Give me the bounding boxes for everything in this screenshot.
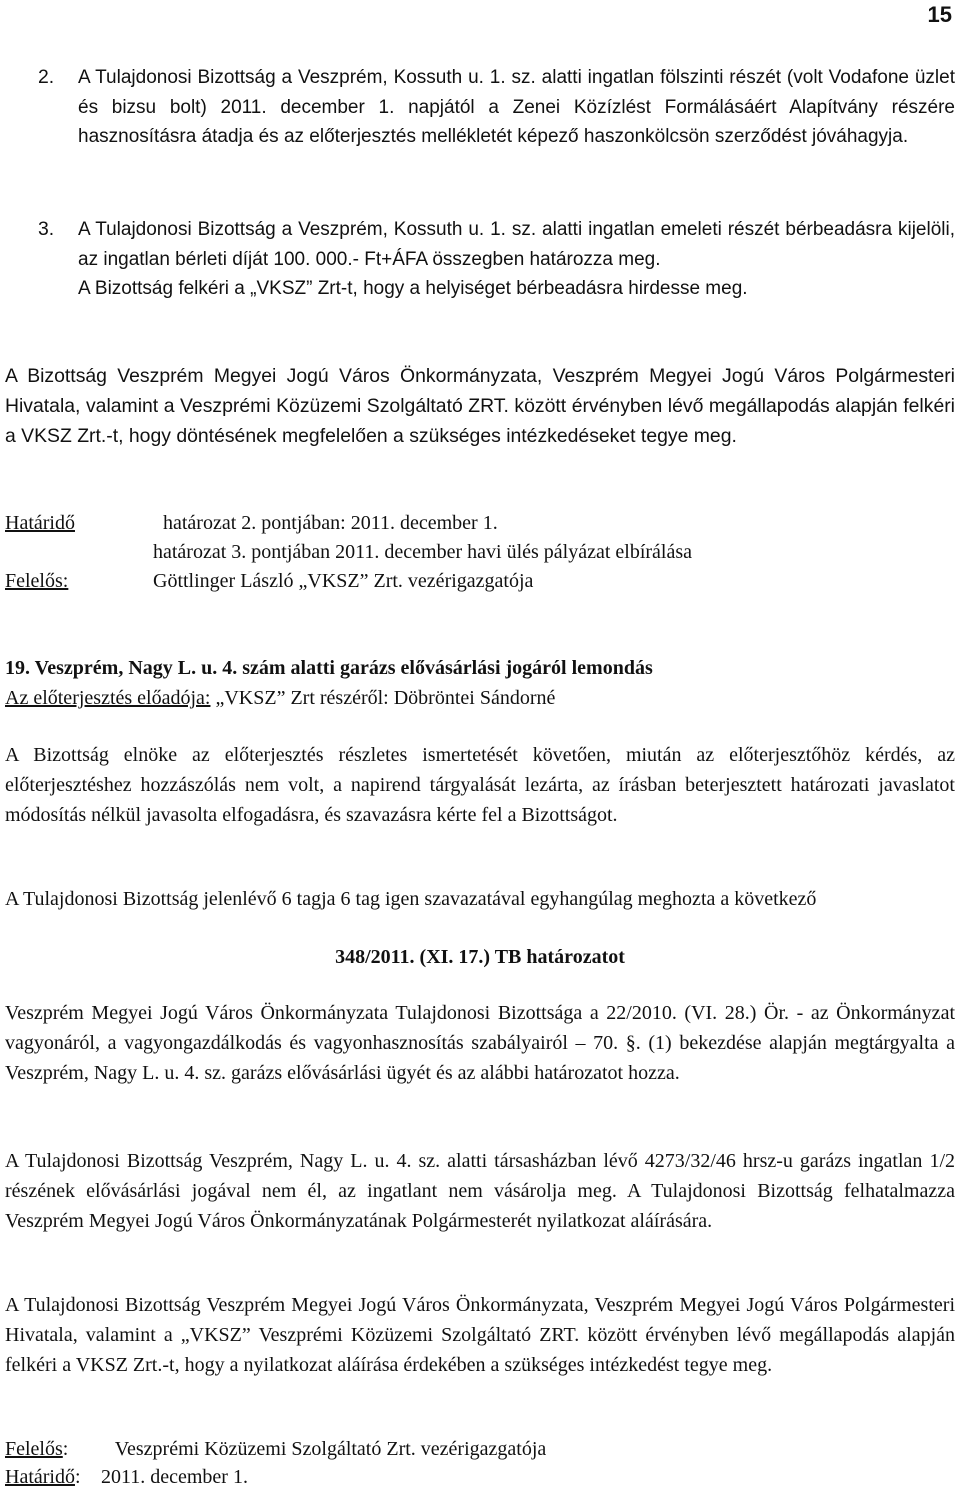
deadline-row-3 (5, 1462, 248, 1492)
deadline-row-2 (153, 537, 692, 567)
basis-paragraph: Veszprém Megyei Jogú Város Önkormányzata Tulajdonosi Bizottsága a 22/2010. (VI. 28.) Ör. - az Önkormányzat vagyonáról, a vagyongazdálkodás és vagyonhasznosítás szabályairól – 70. §. (1) bekezdése alapján megtárgyalta a Veszprém, Nagy L. u. 4. sz. garázs elővásárlási ügyét és az alábbi határozatot hozza. (5, 1002, 955, 1084)
responsible-colon: : (62, 1438, 69, 1460)
resolution-title: 348/2011. (XI. 17.) TB határozatot (335, 946, 625, 968)
list-item-text: A Tulajdonosi Bizottság a Veszprém, Kossuth u. 1. sz. alatti ingatlan fölszinti részét (volt Vodafone üzlet és bizsu bolt) 2011. december 1. napjától a Zenei Közízlést Formálásáért Alapítvány részére hasznosításra átadja és az előterjesztés mellékletét képező haszonkölcsön szerződést jóváhagyja. (78, 67, 955, 147)
responsible-label: Felelős: (5, 570, 69, 592)
deadline-row-1 (5, 508, 498, 538)
deadline-label: Határidő (5, 512, 75, 534)
responsible-row-2 (5, 1434, 546, 1464)
decision-paragraph: A Tulajdonosi Bizottság Veszprém, Nagy L. u. 4. sz. alatti társasházban lévő 4273/32/46 hrsz-u garázs ingatlan 1/2 részének elővásárlási jogával nem él, az ingatlant nem vásárolja meg. A Tulajdonosi Bizottság felhatalmazza Veszprém Megyei Jogú Város Önkormányzatának Polgármesterét nyilatkozat aláírására. (5, 1150, 955, 1232)
presenter-value: „VKSZ” Zrt részéről: Döbröntei Sándorné (210, 687, 556, 709)
presenter-row (5, 683, 555, 713)
section-title: 19. Veszprém, Nagy L. u. 4. szám alatti garázs elővásárlási jogáról lemondás (5, 657, 653, 679)
deadline-value-1: határozat 2. pontjában: 2011. december 1. (163, 512, 498, 534)
deadline-value-3: 2011. december 1. (100, 1466, 248, 1488)
deadline-label-2: Határidő (5, 1466, 75, 1488)
list-item-3 (38, 215, 955, 304)
responsible-row-1 (5, 566, 533, 596)
presenter-label: Az előterjesztés előadója: (5, 687, 211, 709)
vote-paragraph: A Tulajdonosi Bizottság jelenlévő 6 tagja 6 tag igen szavazatával egyhangúlag meghozta a következő (5, 888, 817, 910)
responsible-value-2: Veszprémi Közüzemi Szolgáltató Zrt. vezérigazgatója (114, 1438, 547, 1460)
list-item-number: 2. (38, 66, 55, 88)
page-number: 15 (927, 2, 952, 27)
deadline-value-2: határozat 3. pontjában 2011. december havi ülés pályázat elbírálása (153, 541, 693, 563)
responsible-label-2: Felelős (5, 1438, 63, 1460)
list-item-2 (38, 63, 955, 152)
agreement-paragraph: A Bizottság Veszprém Megyei Jogú Város Önkormányzata, Veszprém Megyei Jogú Város Polgármesteri Hivatala, valamint a Veszprémi Közüzemi Szolgáltató ZRT. között érvényben lévő megállapodás alapján felkéri a VKSZ Zrt.-t, hogy döntésének megfelelően a szükséges intézkedéseket tegye meg. (5, 365, 955, 447)
chair-paragraph: A Bizottság elnöke az előterjesztés részletes ismertetését követően, miután az előterjesztőhöz kérdés, az előterjesztéshez hozzászólás nem volt, a napirend tárgyalását lezárta, az írásban beterjesztett határozati javaslatot módosítás nélkül javasolta elfogadásra, és szavazásra kérte fel a Bizottságot. (5, 744, 955, 826)
request-paragraph: A Tulajdonosi Bizottság Veszprém Megyei Jogú Város Önkormányzata, Veszprém Megyei Jogú Város Polgármesteri Hivatala, valamint a „VKSZ” Veszprémi Közüzemi Szolgáltató ZRT. között érvényben lévő megállapodás alapján felkéri a VKSZ Zrt.-t, hogy a nyilatkozat aláírása érdekében a szükséges intézkedést tegye meg. (5, 1294, 955, 1376)
responsible-value: Göttlinger László „VKSZ” Zrt. vezérigazgatója (153, 570, 534, 592)
deadline-colon: : (74, 1466, 81, 1488)
list-item-text: A Tulajdonosi Bizottság a Veszprém, Kossuth u. 1. sz. alatti ingatlan emeleti részét bérbeadásra kijelöli, az ingatlan bérleti díját 100. 000.- Ft+ÁFA összegben határozza meg. (78, 219, 955, 270)
list-item-text-2: A Bizottság felkéri a „VKSZ” Zrt-t, hogy a helyiséget bérbeadásra hirdesse meg. (78, 278, 748, 299)
list-item-number: 3. (38, 218, 55, 240)
